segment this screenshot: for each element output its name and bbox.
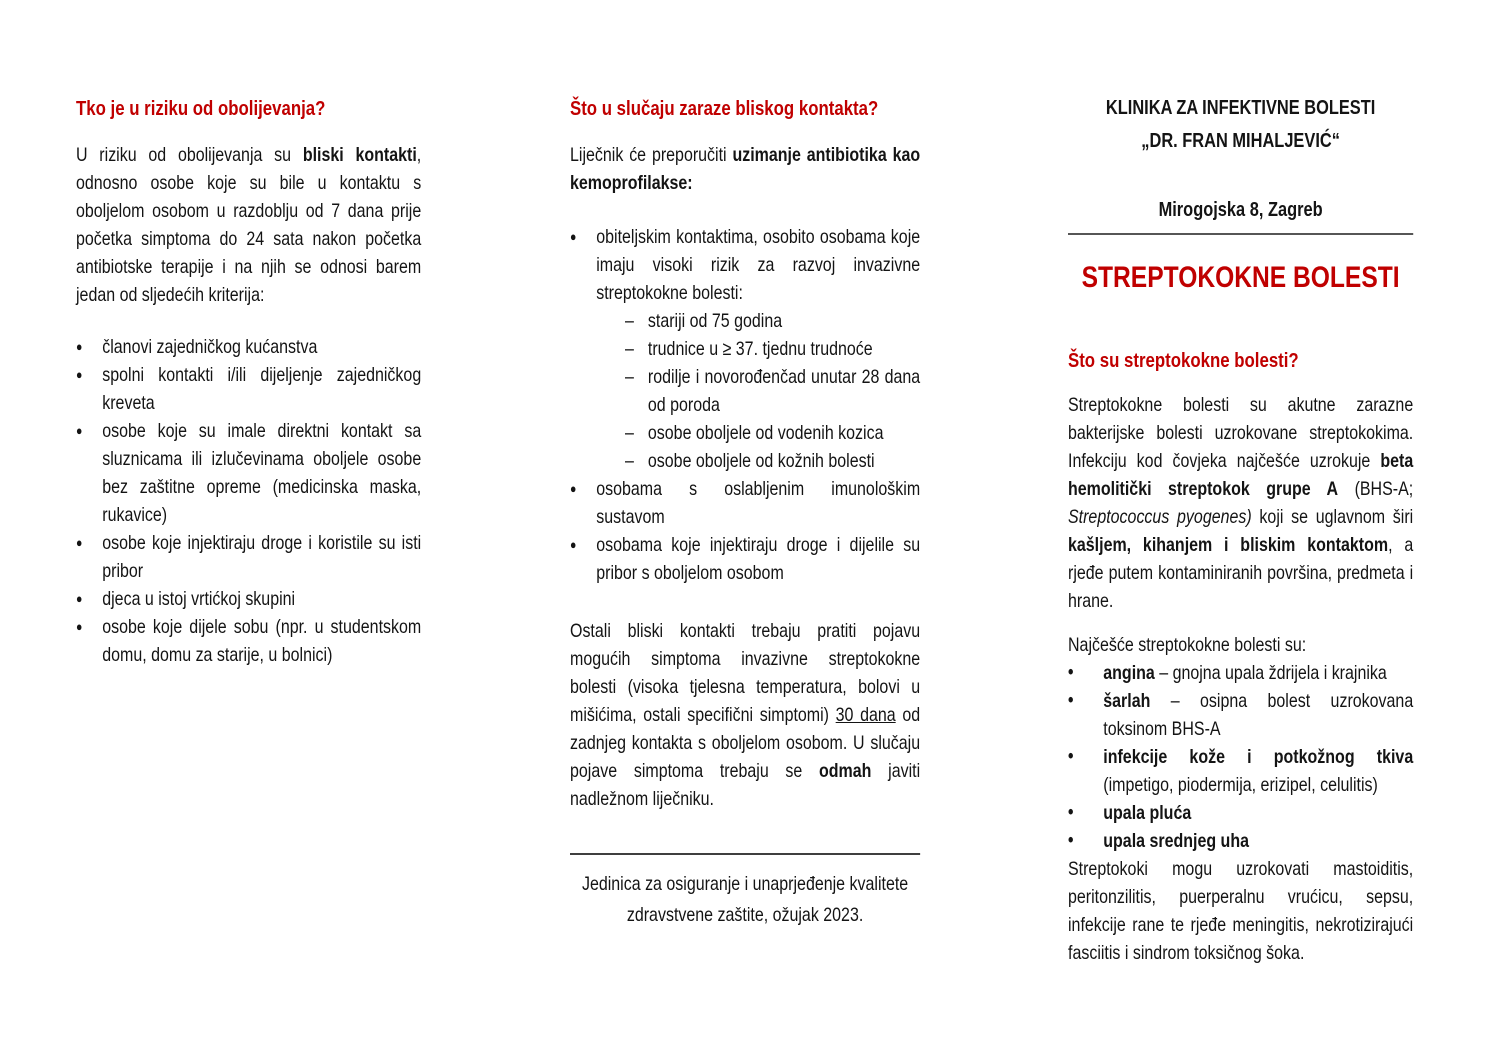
list-item-text: angina – gnojna upala ždrijela i krajnika [1103,662,1387,684]
list-item-text: djeca u istoj vrtićkoj skupini [102,588,296,610]
sub-list-item [570,307,920,335]
prophylaxis-bullet-list [570,223,920,587]
sub-list-item [570,419,920,447]
bullet-icon: • [1068,746,1074,767]
footer-line-1: Jedinica za osiguranje i unaprjeđenje kvalitete [581,873,909,895]
list-item-text: infekcije kože i potkožnog tkiva (impetigo, piodermija, erizipel, celulitis) [1103,746,1414,796]
bullet-icon: • [1068,802,1074,823]
list-item [1068,659,1413,687]
risk-bullet-list [76,333,421,669]
dash-icon: – [624,450,634,472]
list-item [1068,827,1413,855]
list-item-text: osobama s oslabljenim imunološkim sustavom [596,478,921,528]
disease-list [1068,659,1413,855]
clinic-name-line-2: „DR. FRAN MIHALJEVIĆ“ [1141,130,1340,152]
paragraph-prophylaxis-intro: Liječnik će preporučiti uzimanje antibiotika kao kemoprofilakse: [570,144,921,194]
list-item-text: obiteljskim kontaktima, osobito osobama koje imaju visoki rizik za razvoj invazivne streptokokne bolesti: [596,226,921,304]
sub-list-item-text: stariji od 75 godina [647,310,783,332]
paragraph-monitoring: Ostali bliski kontakti trebaju pratiti pojavu mogućih simptoma invazivne streptokokne bolesti (visoka tjelesna temperatura, bolovi u mišićima, ostali specifični simptomi) 30 dana od zadnjeg kontakta s oboljelom osobom. U slučaju pojave simptoma trebaju se odmah javiti nadležnom liječniku. [570,620,921,810]
list-item [76,361,421,417]
bullet-icon: • [1068,690,1074,711]
sub-list-item-text: osobe oboljele od kožnih bolesti [647,450,875,472]
list-item [76,333,421,361]
sub-list-item [570,363,920,419]
bullet-icon: ● [76,535,83,550]
bullet-icon: • [1068,830,1074,851]
panel-left [76,95,497,669]
list-item [76,613,421,669]
dash-icon: – [624,422,634,444]
list-item-text: članovi zajedničkog kućanstva [102,336,318,358]
list-item [1068,743,1413,799]
list-item-text: šarlah – osipna bolest uzrokovana toksinom BHS-A [1103,690,1414,740]
sub-list-item-text: osobe oboljele od vodenih kozica [647,422,884,444]
clinic-name-line-1: KLINIKA ZA INFEKTIVNE BOLESTI [1105,97,1376,119]
paragraph-complications: Streptokoki mogu uzrokovati mastoiditis, peritonzilitis, puerperalnu vrućicu, sepsu, infekcije rane te rjeđe meningitis, nekrotizirajući fasciitis i sindrom toksičnog šoka. [1068,858,1414,964]
panel-right-content [1068,92,1413,967]
sub-list-item [570,335,920,363]
list-item [76,417,421,529]
bullet-icon: ● [76,339,83,354]
bullet-icon: ● [570,481,577,496]
brochure-title: STREPTOKOKNE BOLESTI [1081,261,1400,294]
list-item [1068,687,1413,743]
list-item-text: spolni kontakti i/ili dijeljenje zajedničkog kreveta [102,364,422,414]
clinic-name [1068,92,1413,158]
panel-middle [570,95,997,931]
list-item [76,585,421,613]
list-item-text: osobama koje injektiraju droge i dijelile su pribor s oboljelom osobom [596,534,921,584]
section-heading-close-contact: Što u slučaju zaraze bliskog kontakta? [570,97,879,120]
bullet-icon: ● [76,619,83,634]
header-divider [1068,233,1413,235]
paragraph-definition: Streptokokne bolesti su akutne zarazne bakterijske bolesti uzrokovane streptokokima. Infekciju kod čovjeka najčešće uzrokuje beta hemolitički streptokok grupe A (BHS-A; Streptococcus pyogenes) koji se uglavnom širi kašljem, kihanjem i bliskim kontaktom, a rjeđe putem kontaminiranih površina, predmeta i hrane. [1068,394,1414,612]
dash-icon: – [624,310,634,332]
dash-icon: – [624,338,634,360]
panel-right [1068,92,1489,967]
list-item [570,531,920,587]
list-item-text: osobe koje injektiraju droge i koristile su isti pribor [102,532,422,582]
dash-icon: – [624,366,634,388]
bullet-icon: ● [76,367,83,382]
bullet-icon: ● [76,591,83,606]
list-item-text: osobe koje su imale direktni kontakt sa sluznicama ili izlučevinama oboljele osobe bez zaštitne opreme (medicinska maska, rukavice) [102,420,422,526]
footer-line-2: zdravstvene zaštite, ožujak 2023. [626,904,864,926]
bullet-icon: ● [570,229,577,244]
list-item-text: upala srednjeg uha [1103,830,1249,852]
bullet-icon: • [1068,662,1074,683]
panel-middle-content [570,95,920,931]
list-item [76,529,421,585]
bullet-icon: ● [76,423,83,438]
disease-list-intro: Najčešće streptokokne bolesti su: [1068,634,1307,656]
high-risk-sub-list [570,307,920,475]
sub-list-item-text: trudnice u ≥ 37. tjednu trudnoće [647,338,873,360]
list-item [570,475,920,531]
list-item-text: upala pluća [1103,802,1192,824]
sub-list-item [570,447,920,475]
section-heading-risk: Tko je u riziku od obolijevanja? [76,97,326,120]
panel-left-content [76,95,421,669]
list-item-text: osobe koje dijele sobu (npr. u studentskom domu, domu za starije, u bolnici) [102,616,422,666]
list-item [570,223,920,307]
paragraph-risk-intro: U riziku od obolijevanja su bliski kontakti, odnosno osobe koje su bile u kontaktu s oboljelom osobom u razdoblju od 7 dana prije početka simptoma do 24 sata nakon početka antibiotske terapije i na njih se odnosi barem jedan od sljedećih kriterija: [76,144,422,306]
bullet-icon: ● [570,537,577,552]
sub-list-item-text: rodilje i novorođenčad unutar 28 dana od poroda [647,366,921,416]
list-item [1068,799,1413,827]
clinic-address: Mirogojska 8, Zagreb [1158,199,1323,221]
section-heading-what-are: Što su streptokokne bolesti? [1068,349,1299,372]
footer-note [570,853,920,931]
